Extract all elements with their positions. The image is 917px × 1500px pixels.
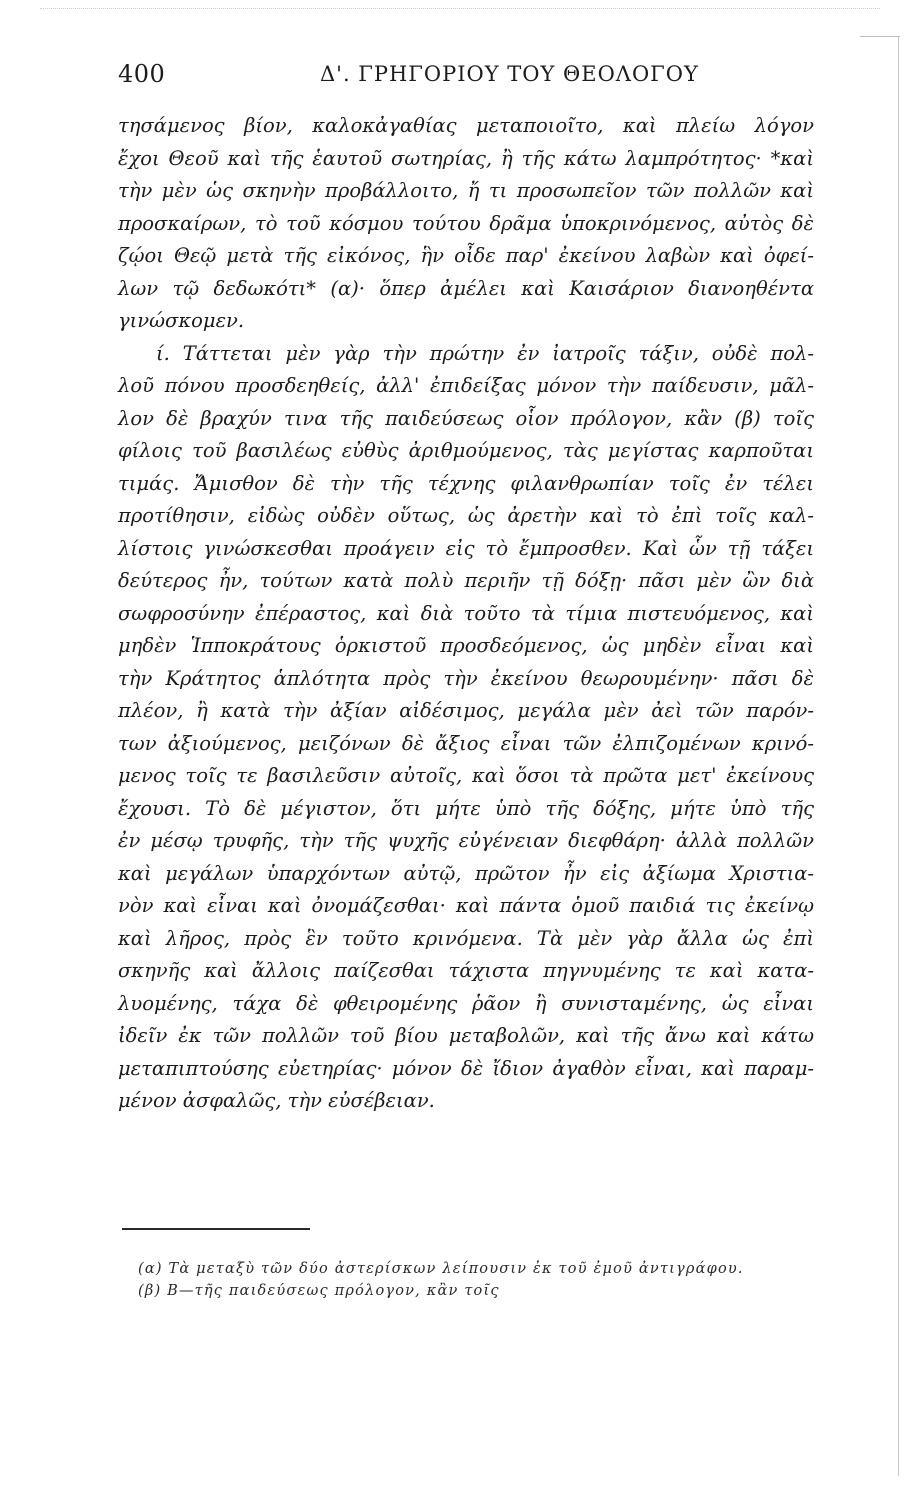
text-line: καὶ λῆρος, πρὸς ἓν τοῦτο κρινόμενα. Τὰ μὲν γὰρ ἄλλα ὡς ἐπὶ: [118, 926, 814, 950]
text-line: μενος τοῖς τε βασιλεῦσιν αὐτοῖς, καὶ ὅσοι τὰ πρῶτα μετ' ἐκείνους: [118, 764, 814, 787]
text-line: μεταπιπτούσης εὐετηρίας· μόνον δὲ ἴδιον ἀγαθὸν εἶναι, καὶ παραμ-: [118, 1056, 814, 1080]
text-line: ζῴοι Θεῷ μετὰ τῆς εἰκόνος, ἣν οἶδε παρ' ἐκείνου λαβὼν καὶ ὀφεί-: [118, 244, 814, 267]
text-line: τὴν μὲν ὡς σκηνὴν προβάλλοιτο, ἤ τι προσωπεῖον τῶν πολλῶν καὶ: [118, 179, 814, 202]
text-line: πλέον, ἢ κατὰ τὴν ἀξίαν αἰδέσιμος, μεγάλα μὲν ἀεὶ τῶν παρόν-: [118, 699, 814, 722]
footnotes: [138, 1258, 818, 1302]
page-header: [118, 60, 818, 94]
text-line: των ἀξιούμενος, μειζόνων δὲ ἄξιος εἶναι τῶν ἐλπιζομένων κρινό-: [118, 731, 814, 755]
text-line: ἐν μέσῳ τρυφῆς, τὴν τῆς ψυχῆς εὐγένειαν διεφθάρη· ἀλλὰ πολλῶν: [118, 829, 814, 852]
text-line: προσκαίρων, τὸ τοῦ κόσμου τούτου δρᾶμα ὑποκρινόμενος, αὐτὸς δὲ: [118, 211, 814, 235]
text-line: μηδὲν Ἱπποκράτους ὁρκιστοῦ προσδεόμενος, ὡς μηδὲν εἶναι καὶ: [118, 634, 814, 657]
text-line: τὴν Κράτητος ἁπλότητα πρὸς τὴν ἐκείνου θεωρουμένην· πᾶσι δὲ: [118, 666, 814, 690]
scan-margin-dots: [40, 8, 880, 9]
text-line: λον δὲ βραχύν τινα τῆς παιδεύσεως οἷον πρόλογον, κἂν (β) τοῖς: [118, 406, 814, 430]
main-text: [118, 110, 814, 1118]
text-line: ἔχουσι. Τὸ δὲ μέγιστον, ὅτι μήτε ὑπὸ τῆς δόξης, μήτε ὑπὸ τῆς: [118, 796, 814, 820]
text-line: δεύτερος ἦν, τούτων κατὰ πολὺ περιῆν τῇ δόξῃ· πᾶσι μὲν ὢν διὰ: [118, 569, 814, 592]
text-line: καὶ μεγάλων ὑπαρχόντων αὐτῷ, πρῶτον ἦν εἰς ἀξίωμα Χριστια-: [118, 861, 814, 885]
text-line: σωφροσύνην ἐπέραστος, καὶ διὰ τοῦτο τὰ τίμια πιστευόμενος, καὶ: [118, 601, 814, 625]
section-start-line: ί. Τάττεται μὲν γὰρ τὴν πρώτην ἐν ἰατροῖς τάξιν, οὐδὲ πολ-: [156, 341, 814, 365]
page-number: 400: [118, 60, 166, 88]
text-line: νὸν καὶ εἶναι καὶ ὀνομάζεσθαι· καὶ πάντα ὁμοῦ παιδιά τις ἐκείνῳ: [118, 894, 814, 917]
text-line: λίστοις γινώσκεσθαι προάγειν εἰς τὸ ἔμπροσθεν. Καὶ ὧν τῇ τάξει: [118, 536, 814, 560]
text-line: γινώσκομεν.: [118, 309, 245, 332]
text-line: φίλοις τοῦ βασιλέως εὐθὺς ἀριθμούμενος, τὰς μεγίστας καρποῦται: [118, 439, 814, 462]
running-head: Δ'. ΓΡΗΓΟΡΙΟΥ ΤΟΥ ΘΕΟΛΟΓΟΥ: [320, 62, 699, 86]
scan-margin-mark: [860, 36, 900, 37]
text-line: τιμάς. Ἄμισθον δὲ τὴν τῆς τέχνης φιλανθρωπίαν τοῖς ἐν τέλει: [118, 471, 814, 495]
text-line: ἰδεῖν ἐκ τῶν πολλῶν τοῦ βίου μεταβολῶν, καὶ τῆς ἄνω καὶ κάτω: [118, 1024, 814, 1047]
text-line: λυομένης, τάχα δὲ φθειρομένης ῥᾶον ἢ συνισταμένης, ὡς εἶναι: [118, 991, 814, 1015]
text-line: μένον ἀσφαλῶς, τὴν εὐσέβειαν.: [118, 1089, 435, 1112]
text-line: σκηνῆς καὶ ἄλλοις παίζεσθαι τάχιστα πηγνυμένης τε καὶ κατα-: [118, 959, 814, 982]
text-line: λοῦ πόνου προσδεηθείς, ἀλλ' ἐπιδείξας μόνον τὴν παίδευσιν, μᾶλ-: [118, 374, 814, 397]
text-line: προτίθησιν, εἰδὼς οὐδὲν οὕτως, ὡς ἀρετὴν καὶ τὸ ἐπὶ τοῖς καλ-: [118, 504, 814, 527]
footnote-b: (β) Β—τῆς παιδεύσεως πρόλογον, κἂν τοῖς: [138, 1283, 500, 1299]
footnote-a: (α) Τὰ μεταξὺ τῶν δύο ἀστερίσκων λείπουσιν ἐκ τοῦ ἐμοῦ ἀντιγράφου.: [138, 1261, 744, 1277]
text-line: λων τῷ δεδωκότι* (α)· ὅπερ ἀμέλει καὶ Καισάριον διανοηθέντα: [118, 276, 814, 300]
footnote-separator: [122, 1228, 310, 1230]
scan-edge-rule: [898, 36, 899, 1476]
text-line: τησάμενος βίον, καλοκἀγαθίας μεταποιοῖτο, καὶ πλείω λόγον: [118, 114, 814, 137]
text-line: ἔχοι Θεοῦ καὶ τῆς ἑαυτοῦ σωτηρίας, ἢ τῆς κάτω λαμπρότητος· *καὶ: [118, 146, 814, 170]
